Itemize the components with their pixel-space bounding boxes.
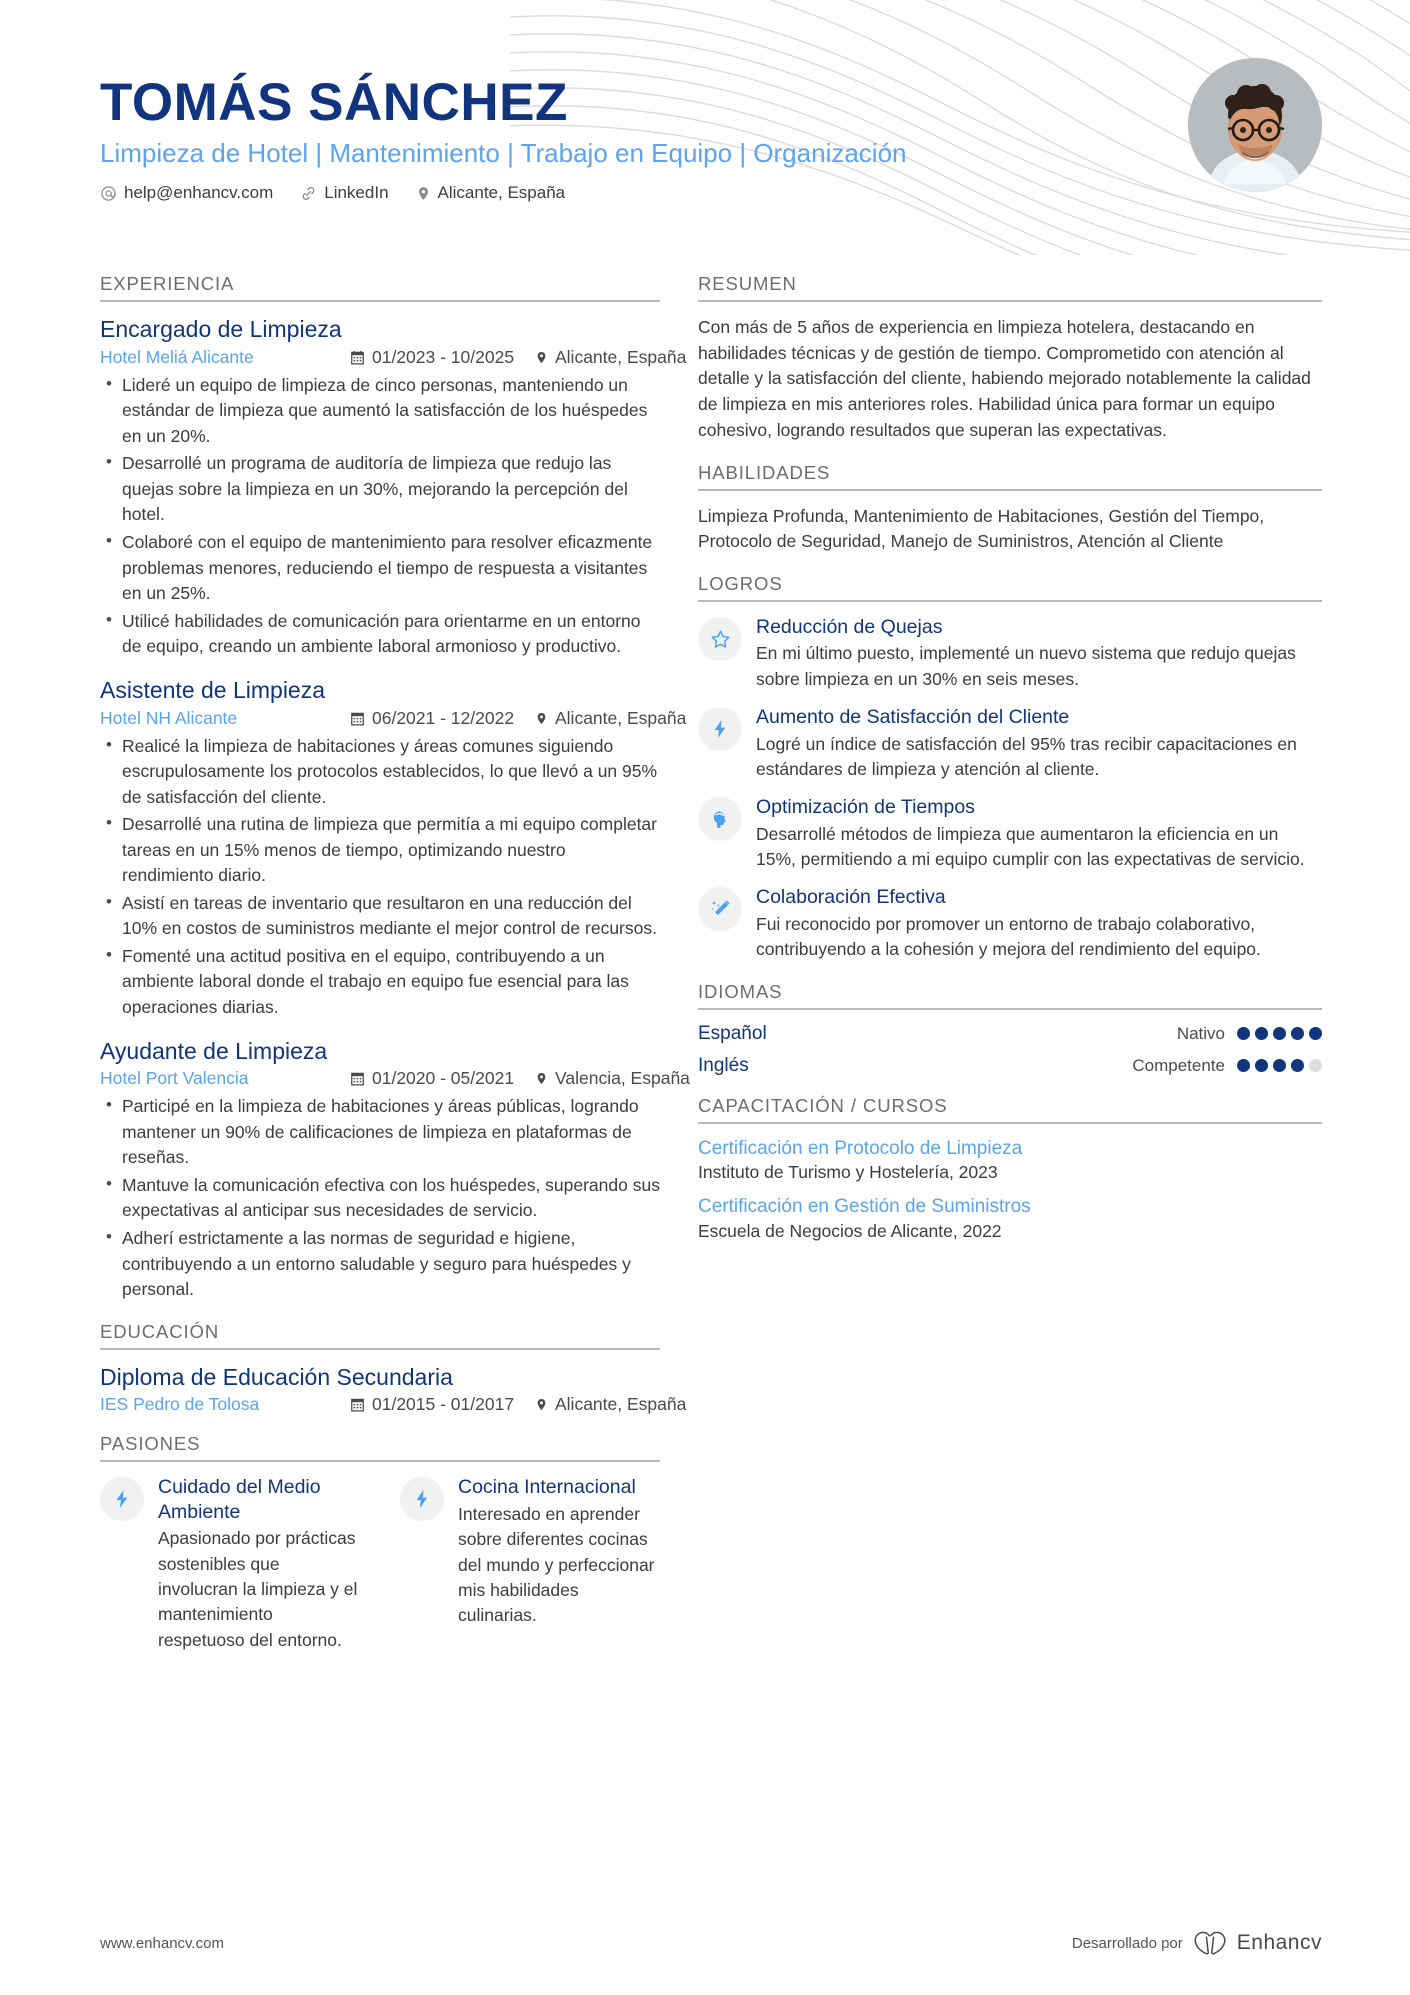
lightning-bolt-icon xyxy=(412,1489,432,1509)
course-item xyxy=(698,1137,1322,1184)
section-languages xyxy=(698,981,1322,1077)
right-column xyxy=(698,255,1322,1254)
avatar xyxy=(1188,58,1322,192)
calendar-icon xyxy=(350,350,365,365)
summary-text: Con más de 5 años de experiencia en limpieza hotelera, destacando en habilidades técnicas y de gestión de tiempo. Comprometido con atención al detalle y la satisfacción del cliente, habiendo mejorado notablemente la calidad de limpieza en mis anteriores roles. Habilidad única para formar un equipo cohesivo, logrando resultados que superan las expectativas. xyxy=(698,317,1311,440)
bullet-item: • Mantuve la comunicación efectiva con los huéspedes, superando sus expectativas al anticipar sus necesidades de servicio. xyxy=(100,1173,660,1224)
course-institution: Instituto de Turismo y Hostelería, 2023 xyxy=(698,1162,998,1183)
bullet-item: • Participé en la limpieza de habitaciones y áreas públicas, logrando mantener un 90% de calificaciones de limpieza en plataformas de reseñas. xyxy=(100,1094,660,1171)
location-pin-icon xyxy=(416,185,431,202)
education-location xyxy=(535,1394,686,1415)
lightning-bolt-icon xyxy=(710,719,730,739)
education-entry xyxy=(100,1363,687,1416)
experience-entry xyxy=(100,1037,690,1303)
experience-entry xyxy=(100,315,687,660)
language-row xyxy=(698,1055,1322,1077)
education-dates xyxy=(350,1394,535,1415)
section-title-summary: RESUMEN xyxy=(698,273,1322,302)
section-education xyxy=(100,1320,687,1416)
achievement-title: Reducción de Quejas xyxy=(756,616,943,639)
passions-grid xyxy=(100,1475,660,1653)
experience-location-text: Valencia, España xyxy=(555,1068,690,1089)
location-pin-icon xyxy=(535,1071,548,1086)
passion-item xyxy=(400,1475,660,1653)
language-dots xyxy=(1237,1027,1322,1040)
experience-location xyxy=(535,708,686,729)
achievement-title: Optimización de Tiempos xyxy=(756,796,975,819)
education-dates-text: 01/2015 - 01/2017 xyxy=(372,1394,515,1415)
left-column xyxy=(100,255,690,1657)
experience-location xyxy=(535,1068,690,1089)
achievement-icon-wrap xyxy=(698,617,742,661)
achievement-icon-wrap xyxy=(698,707,742,751)
experience-dates xyxy=(350,347,535,368)
course-institution: Escuela de Negocios de Alicante, 2022 xyxy=(698,1220,1002,1241)
experience-bullets xyxy=(100,1094,660,1302)
experience-dates xyxy=(350,708,535,729)
bullet-item: • Desarrollé una rutina de limpieza que permitía a mi equipo completar tareas en un 15% menos de tiempo, optimizando nuestro rendimiento diario. xyxy=(100,812,660,889)
section-skills xyxy=(698,462,1322,555)
rating-dot-filled xyxy=(1255,1059,1268,1072)
language-rating xyxy=(1177,1024,1322,1044)
achievement-item xyxy=(698,885,1322,962)
experience-dates-text: 06/2021 - 12/2022 xyxy=(372,707,515,728)
footer-powered-by: Desarrollado por xyxy=(1071,1934,1183,1952)
section-courses xyxy=(698,1095,1322,1242)
contact-email-text: help@enhancv.com xyxy=(124,183,274,203)
email-icon xyxy=(100,185,117,202)
footer-brand-name: Enhancv xyxy=(1236,1931,1322,1954)
course-name: Certificación en Gestión de Suministros xyxy=(698,1196,1031,1218)
calendar-icon xyxy=(350,1397,365,1412)
skills-text: Limpieza Profunda, Mantenimiento de Habitaciones, Gestión del Tiempo, Protocolo de Seguridad, Manejo de Suministros, Atención al Cliente xyxy=(698,505,1265,552)
achievement-desc: Logré un índice de satisfacción del 95% tras recibir capacitaciones en estándares de limpieza y atención al cliente. xyxy=(756,733,1297,779)
experience-meta xyxy=(100,707,687,729)
language-dots xyxy=(1237,1059,1322,1072)
experience-dates xyxy=(350,1068,535,1089)
language-level: Nativo xyxy=(1176,1023,1225,1043)
experience-meta xyxy=(100,346,687,368)
calendar-icon xyxy=(350,1071,365,1086)
experience-location-text: Alicante, España xyxy=(555,707,687,728)
achievement-icon-wrap xyxy=(698,887,742,931)
achievement-desc: En mi último puesto, implementé un nuevo sistema que redujo quejas sobre limpieza en un 30% en seis meses. xyxy=(756,643,1296,689)
bullet-item: • Fomenté una actitud positiva en el equipo, contribuyendo a un ambiente laboral donde el trabajo en equipo fue esencial para las operaciones diarias. xyxy=(100,944,660,1021)
passion-title: Cocina Internacional xyxy=(458,1476,636,1499)
bullet-item: • Lideré un equipo de limpieza de cinco personas, manteniendo un estándar de limpieza que aumentó la satisfacción de los huéspedes en un 20%. xyxy=(100,373,660,450)
experience-company: Hotel Port Valencia xyxy=(100,1068,249,1089)
section-title-achievements: LOGROS xyxy=(698,573,1322,602)
language-name: Inglés xyxy=(698,1054,749,1076)
bullet-item: • Utilicé habilidades de comunicación para orientarme en un entorno de equipo, creando un ambiente laboral armonioso y productivo. xyxy=(100,609,660,660)
head-profile-icon xyxy=(710,809,731,830)
bullet-item: • Adherí estrictamente a las normas de seguridad e higiene, contribuyendo a un entorno saludable y seguro para huéspedes y personal. xyxy=(100,1226,660,1303)
passion-icon-wrap xyxy=(100,1477,144,1521)
contact-linkedin[interactable] xyxy=(300,183,388,203)
achievement-item xyxy=(698,705,1322,782)
section-title-experience: EXPERIENCIA xyxy=(100,273,660,302)
rating-dot-filled xyxy=(1291,1027,1304,1040)
section-title-courses: CAPACITACIÓN / CURSOS xyxy=(698,1095,1322,1124)
achievement-desc: Desarrollé métodos de limpieza que aumentaron la eficiencia en un 15%, permitiendo a mi equipo cumplir con las expectativas de servicio. xyxy=(756,823,1305,870)
experience-dates-text: 01/2023 - 10/2025 xyxy=(372,346,515,367)
section-passions xyxy=(100,1433,660,1653)
enhancv-logo-icon xyxy=(1193,1931,1227,1955)
location-pin-icon xyxy=(535,1397,548,1412)
lightning-bolt-icon xyxy=(112,1489,132,1509)
achievement-icon-wrap xyxy=(698,797,742,841)
experience-bullets xyxy=(100,373,660,660)
passion-icon-wrap xyxy=(400,1477,444,1521)
section-experience xyxy=(100,273,690,1303)
achievement-item xyxy=(698,795,1322,872)
experience-company: Hotel NH Alicante xyxy=(100,707,238,728)
rating-dot-filled xyxy=(1273,1027,1286,1040)
experience-role: Ayudante de Limpieza xyxy=(100,1037,328,1064)
location-pin-icon xyxy=(535,711,548,726)
section-title-languages: IDIOMAS xyxy=(698,981,1322,1010)
experience-location-text: Alicante, España xyxy=(555,346,687,367)
achievement-title: Colaboración Efectiva xyxy=(756,886,946,909)
course-name: Certificación en Protocolo de Limpieza xyxy=(698,1137,1023,1159)
contact-email[interactable] xyxy=(100,183,273,203)
rating-dot-filled xyxy=(1237,1027,1250,1040)
footer-website[interactable]: www.enhancv.com xyxy=(100,1934,224,1952)
language-level: Competente xyxy=(1132,1055,1225,1075)
footer-branding xyxy=(1072,1931,1322,1955)
contact-location-text: Alicante, España xyxy=(437,183,566,203)
achievement-desc: Fui reconocido por promover un entorno de trabajo colaborativo, contribuyendo a la cohesión y mejora del rendimiento del equipo. xyxy=(756,913,1261,960)
language-rating xyxy=(1132,1056,1322,1076)
contact-location xyxy=(416,183,566,203)
section-title-skills: HABILIDADES xyxy=(698,462,1322,491)
rating-dot-filled xyxy=(1273,1059,1286,1072)
rating-dot-filled xyxy=(1255,1027,1268,1040)
experience-location xyxy=(535,347,686,368)
resume-body xyxy=(0,255,1410,1657)
bullet-item: • Asistí en tareas de inventario que resultaron en una reducción del 10% en costos de suministros mediante el mejor control de recursos. xyxy=(100,891,660,942)
education-location-text: Alicante, España xyxy=(555,1394,687,1415)
bullet-item: • Realicé la limpieza de habitaciones y áreas comunes siguiendo escrupulosamente los protocolos establecidos, lo que llevó a un 95% de satisfacción del cliente. xyxy=(100,734,660,811)
experience-company: Hotel Meliá Alicante xyxy=(100,346,254,367)
resume-header xyxy=(0,0,1410,255)
page-footer xyxy=(0,1931,1410,1955)
page-title: TOMÁS SÁNCHEZ xyxy=(100,73,568,132)
experience-role: Asistente de Limpieza xyxy=(100,676,326,703)
experience-meta xyxy=(100,1068,690,1089)
experience-bullets xyxy=(100,734,660,1021)
bullet-item: • Colaboré con el equipo de mantenimiento para resolver eficazmente problemas menores, reduciendo el tiempo de respuesta a visitantes en un 25%. xyxy=(100,530,660,607)
passion-item xyxy=(100,1475,360,1653)
passion-desc: Interesado en aprender sobre diferentes cocinas del mundo y perfeccionar mis habilidades culinarias. xyxy=(458,1503,655,1626)
section-title-education: EDUCACIÓN xyxy=(100,1321,660,1350)
language-row xyxy=(698,1023,1322,1045)
passion-desc: Apasionado por prácticas sostenibles que involucran la limpieza y el mantenimiento respetuoso del entorno. xyxy=(158,1528,358,1650)
education-meta xyxy=(100,1394,687,1415)
passion-title: Cuidado del Medio Ambiente xyxy=(158,1476,321,1523)
star-icon xyxy=(710,629,731,650)
course-item xyxy=(698,1195,1322,1242)
rating-dot-filled xyxy=(1309,1027,1322,1040)
calendar-icon xyxy=(350,711,365,726)
education-degree: Diploma de Educación Secundaria xyxy=(100,1363,453,1390)
bullet-item: • Desarrollé un programa de auditoría de limpieza que redujo las quejas sobre la limpieza en un 30%, mejorando la percepción del hotel. xyxy=(100,451,660,528)
magic-wand-icon xyxy=(710,899,731,920)
section-summary xyxy=(698,273,1322,444)
rating-dot-empty xyxy=(1309,1059,1322,1072)
rating-dot-filled xyxy=(1237,1059,1250,1072)
job-title: Limpieza de Hotel | Mantenimiento | Trabajo en Equipo | Organización xyxy=(100,137,907,168)
section-title-passions: PASIONES xyxy=(100,1433,660,1462)
experience-entry xyxy=(100,676,687,1021)
link-icon xyxy=(300,185,317,202)
contact-linkedin-text: LinkedIn xyxy=(324,183,389,203)
experience-dates-text: 01/2020 - 05/2021 xyxy=(372,1068,515,1089)
achievement-item xyxy=(698,615,1322,692)
experience-role: Encargado de Limpieza xyxy=(100,316,342,342)
location-pin-icon xyxy=(535,350,548,365)
rating-dot-filled xyxy=(1291,1059,1304,1072)
achievement-title: Aumento de Satisfacción del Cliente xyxy=(756,706,1070,729)
language-name: Español xyxy=(698,1022,767,1044)
section-achievements xyxy=(698,573,1322,963)
profile-photo xyxy=(1188,58,1322,192)
education-school: IES Pedro de Tolosa xyxy=(100,1394,260,1415)
